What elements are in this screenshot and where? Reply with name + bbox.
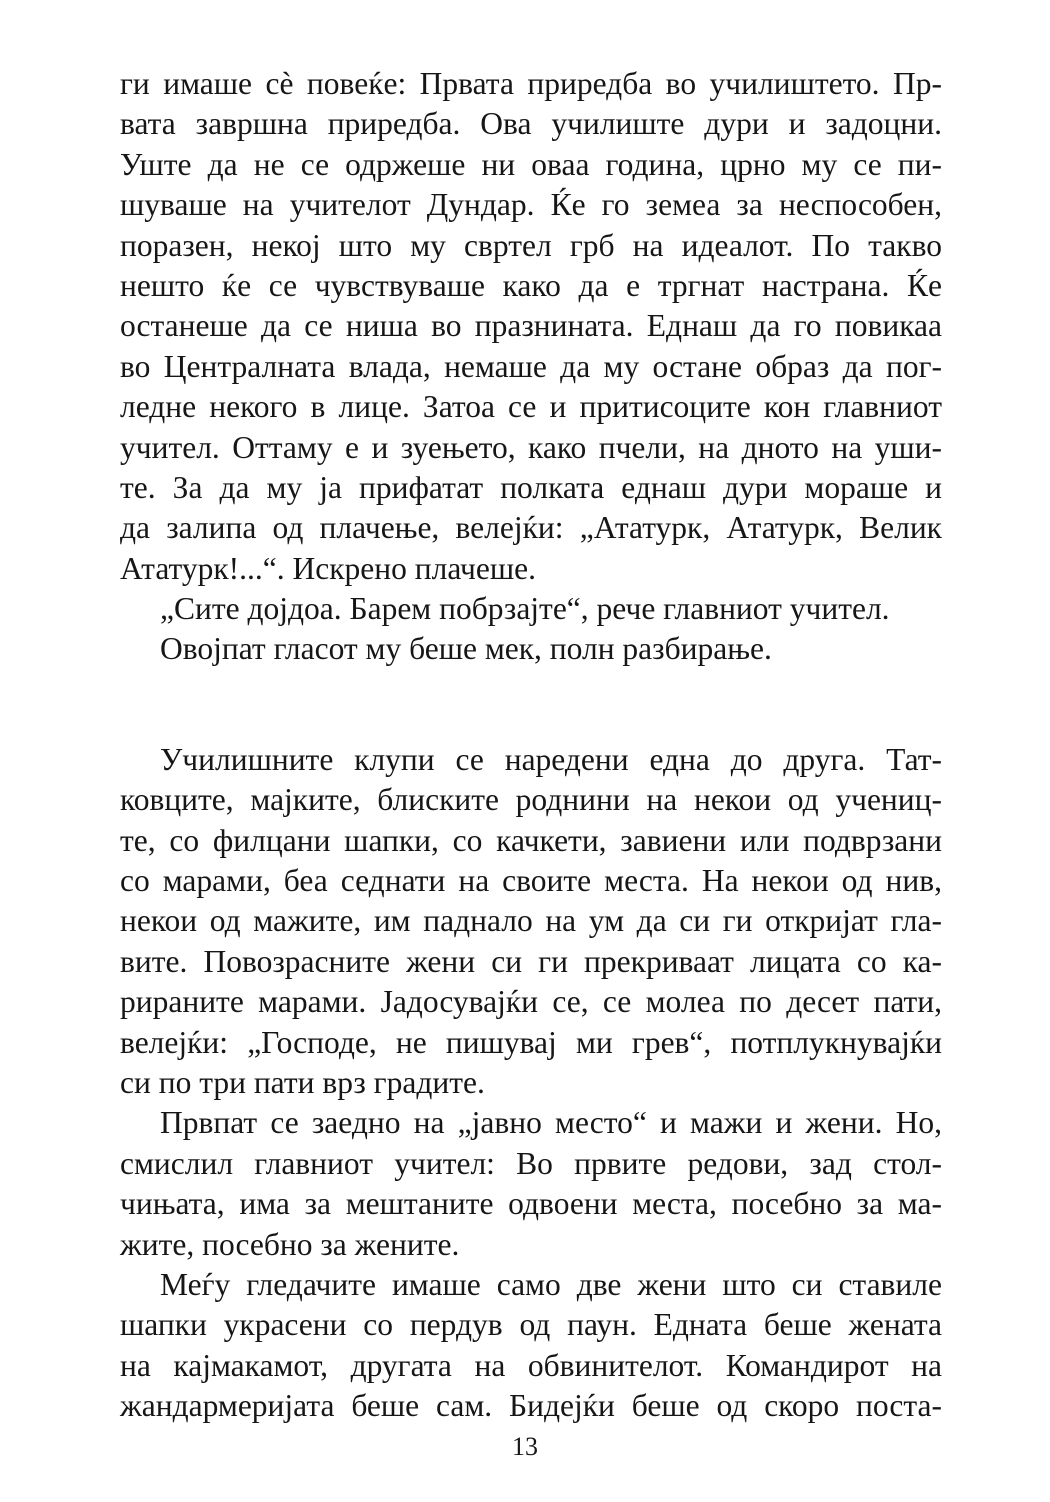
text-line: жандармеријата беше сам. Бидејќи беше од скоро поста- <box>120 1388 942 1424</box>
text-line: те, со филцани шапки, со качкети, завиени или подврзани <box>120 822 942 858</box>
text-line: некои од мажите, им паднало на ум да си ги откријат гла- <box>120 903 942 939</box>
text-line: си по три пати врз градите. <box>120 1064 485 1100</box>
text-line: шуваше на учителот Дундар. Ќе го земеа за неспособен, <box>120 187 942 223</box>
text-line: Овојпат гласот му беше мек, полн разбирање. <box>160 631 772 667</box>
text-line: Ататурк!...“. Искрено плачеше. <box>120 550 536 586</box>
text-line: учител. Оттаму е и зуењето, како пчели, на дното на уши- <box>120 429 942 465</box>
text-line: во Централната влада, немаше да му остане образ да пог- <box>120 348 942 384</box>
paragraph-2 <box>120 589 942 629</box>
paragraph-6 <box>120 1265 942 1427</box>
text-line: рираните марами. Јадосувајќи се, се молеа по десет пати, <box>120 984 942 1020</box>
paragraph-5 <box>120 1103 942 1265</box>
paragraph-1 <box>120 64 942 589</box>
text-line: Уште да не се одржеше ни оваа година, црно му се пи- <box>120 146 942 182</box>
text-line: ковците, мајките, блиските роднини на некои од учениц- <box>120 782 942 818</box>
text-line: поразен, некој што му свртел грб на идеалот. По такво <box>120 227 942 263</box>
text-line: да залипа од плачење, велејќи: „Ататурк, Ататурк, Велик <box>120 510 942 546</box>
text-line: Првпат се заедно на „јавно место“ и мажи и жени. Но, <box>160 1105 942 1141</box>
text-line: со марами, беа седнати на своите места. На некои од нив, <box>120 863 942 899</box>
text-line: чињата, има за мештаните одвоени места, посебно за ма- <box>120 1186 942 1222</box>
text-line: вите. Повозрасните жени си ги прекриваат лицата со ка- <box>120 943 942 979</box>
paragraph-4 <box>120 740 942 1104</box>
text-line: „Сите дојдоа. Барем побрзајте“, рече главниот учител. <box>160 591 890 627</box>
text-line: те. За да му ја прифатат полката еднаш дури мораше и <box>120 469 942 505</box>
text-line: Училишните клупи се наредени една до друга. Тат- <box>160 741 942 777</box>
text-line: ги имаше сè повеќе: Првата приредба во училиштето. Пр- <box>120 66 942 101</box>
page-body <box>120 64 942 1427</box>
text-line: шапки украсени со пердув од паун. Едната беше жената <box>120 1307 942 1343</box>
text-line: Меѓу гледачите имаше само две жени што си ставиле <box>160 1266 942 1302</box>
page-number: 13 <box>512 1432 538 1461</box>
text-line: на кајмакамот, другата на обвинителот. Командирот на <box>120 1347 942 1383</box>
text-line: велејќи: „Господе, не пишувај ми грев“, потплукнувајќи <box>120 1024 942 1060</box>
text-line: ледне некого в лице. Затоа се и притисоците кон главниот <box>120 389 942 425</box>
text-line: смислил главниот учител: Во првите редови, зад стол- <box>120 1145 942 1181</box>
text-line: нешто ќе се чувствуваше како да е тргнат настрана. Ќе <box>120 267 942 303</box>
text-line: вата завршна приредба. Ова училиште дури и задоцни. <box>120 106 942 142</box>
section-break <box>120 670 942 740</box>
paragraph-3 <box>120 629 942 669</box>
text-line: жите, посебно за жените. <box>120 1226 460 1262</box>
text-line: останеше да се ниша во празнината. Еднаш да го повикаа <box>120 308 942 344</box>
